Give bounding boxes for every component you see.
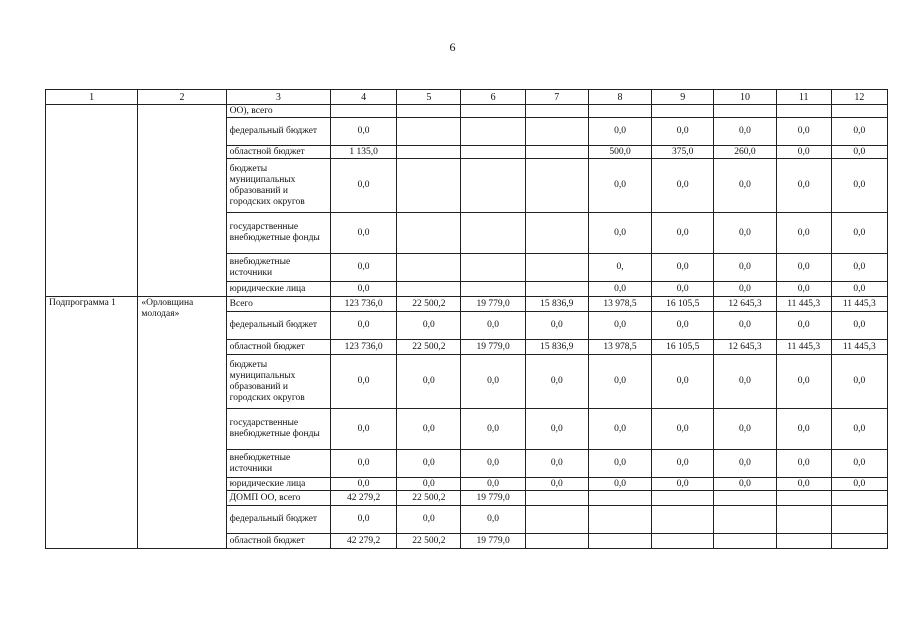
funding-source: государственные внебюджетные фонды bbox=[226, 409, 330, 450]
amount-cell bbox=[461, 159, 525, 213]
amount-cell bbox=[525, 118, 588, 146]
amount-cell: 0,0 bbox=[331, 478, 397, 491]
amount-cell: 123 736,0 bbox=[331, 340, 397, 355]
amount-cell: 0,0 bbox=[652, 478, 714, 491]
amount-cell: 0,0 bbox=[652, 409, 714, 450]
amount-cell: 0,0 bbox=[588, 159, 651, 213]
amount-cell: 0,0 bbox=[588, 450, 651, 478]
amount-cell: 0,0 bbox=[776, 450, 831, 478]
amount-cell bbox=[461, 254, 525, 282]
amount-cell: 0,0 bbox=[714, 118, 776, 146]
amount-cell: 0,0 bbox=[331, 312, 397, 340]
amount-cell: 22 500,2 bbox=[397, 340, 461, 355]
amount-cell: 0,0 bbox=[831, 254, 887, 282]
amount-cell: 0,0 bbox=[714, 312, 776, 340]
amount-cell: 11 445,3 bbox=[831, 340, 887, 355]
amount-cell: 42 279,2 bbox=[331, 491, 397, 506]
amount-cell: 22 500,2 bbox=[397, 534, 461, 549]
funding-source: внебюджетные источники bbox=[226, 254, 330, 282]
amount-cell: 0,0 bbox=[831, 282, 887, 297]
funding-source: областной бюджет bbox=[226, 340, 330, 355]
amount-cell: 12 645,3 bbox=[714, 340, 776, 355]
amount-cell: 0,0 bbox=[776, 118, 831, 146]
amount-cell: 13 978,5 bbox=[588, 340, 651, 355]
amount-cell: 19 779,0 bbox=[461, 534, 525, 549]
amount-cell bbox=[714, 534, 776, 549]
amount-cell: 22 500,2 bbox=[397, 491, 461, 506]
amount-cell: 0,0 bbox=[776, 282, 831, 297]
amount-cell: 0,0 bbox=[652, 355, 714, 409]
column-number: 2 bbox=[138, 90, 226, 105]
column-number: 4 bbox=[331, 90, 397, 105]
amount-cell bbox=[525, 146, 588, 159]
amount-cell: 0,0 bbox=[331, 355, 397, 409]
amount-cell: 0,0 bbox=[831, 450, 887, 478]
amount-cell bbox=[397, 118, 461, 146]
amount-cell: 0,0 bbox=[461, 409, 525, 450]
amount-cell: 0,0 bbox=[714, 355, 776, 409]
amount-cell: 0,0 bbox=[397, 506, 461, 534]
amount-cell: 0,0 bbox=[331, 159, 397, 213]
amount-cell: 0,0 bbox=[652, 282, 714, 297]
amount-cell: 0,0 bbox=[652, 118, 714, 146]
amount-cell bbox=[714, 491, 776, 506]
amount-cell: 0,0 bbox=[831, 312, 887, 340]
amount-cell: 11 445,3 bbox=[776, 297, 831, 312]
amount-cell: 16 105,5 bbox=[652, 340, 714, 355]
amount-cell: 0,0 bbox=[525, 312, 588, 340]
amount-cell bbox=[525, 506, 588, 534]
subprogram-name: «Орловщина молодая» bbox=[138, 297, 226, 549]
amount-cell: 0,0 bbox=[652, 159, 714, 213]
amount-cell bbox=[588, 105, 651, 118]
amount-cell: 0,0 bbox=[397, 409, 461, 450]
amount-cell: 0,0 bbox=[588, 312, 651, 340]
funding-source: бюджеты муниципальных образований и городских округов bbox=[226, 355, 330, 409]
amount-cell bbox=[588, 506, 651, 534]
amount-cell: 0,0 bbox=[776, 409, 831, 450]
amount-cell: 0,0 bbox=[331, 450, 397, 478]
amount-cell: 0,0 bbox=[588, 409, 651, 450]
amount-cell bbox=[397, 254, 461, 282]
amount-cell: 0,0 bbox=[397, 450, 461, 478]
table-row bbox=[46, 105, 888, 118]
subprogram-status: Подпрограмма 1 bbox=[46, 297, 138, 549]
amount-cell: 0,0 bbox=[652, 213, 714, 254]
funding-source: областной бюджет bbox=[226, 534, 330, 549]
amount-cell: 42 279,2 bbox=[331, 534, 397, 549]
amount-cell bbox=[461, 213, 525, 254]
amount-cell: 0,0 bbox=[525, 409, 588, 450]
program-name-cell bbox=[138, 105, 226, 297]
amount-cell: 0,0 bbox=[588, 282, 651, 297]
funding-source: федеральный бюджет bbox=[226, 312, 330, 340]
amount-cell: 0,0 bbox=[331, 282, 397, 297]
amount-cell: 13 978,5 bbox=[588, 297, 651, 312]
amount-cell: 0,0 bbox=[461, 478, 525, 491]
page-number: 6 bbox=[449, 40, 456, 54]
amount-cell bbox=[525, 105, 588, 118]
amount-cell: 0,0 bbox=[331, 118, 397, 146]
amount-cell: 0,0 bbox=[776, 213, 831, 254]
amount-cell bbox=[652, 491, 714, 506]
amount-cell: 16 105,5 bbox=[652, 297, 714, 312]
amount-cell bbox=[525, 491, 588, 506]
column-number: 10 bbox=[714, 90, 776, 105]
amount-cell: 0,0 bbox=[831, 159, 887, 213]
amount-cell bbox=[776, 105, 831, 118]
amount-cell: 0,0 bbox=[525, 478, 588, 491]
amount-cell: 0,0 bbox=[714, 213, 776, 254]
amount-cell: 0,0 bbox=[714, 409, 776, 450]
column-number-row bbox=[46, 90, 888, 105]
amount-cell bbox=[397, 282, 461, 297]
amount-cell: 19 779,0 bbox=[461, 297, 525, 312]
amount-cell: 0,0 bbox=[397, 312, 461, 340]
funding-source: ДОМП ОО, всего bbox=[226, 491, 330, 506]
amount-cell: 0,0 bbox=[831, 409, 887, 450]
amount-cell: 15 836,9 bbox=[525, 340, 588, 355]
amount-cell bbox=[652, 534, 714, 549]
amount-cell: 11 445,3 bbox=[831, 297, 887, 312]
amount-cell: 0,0 bbox=[776, 478, 831, 491]
amount-cell: 0,0 bbox=[331, 409, 397, 450]
amount-cell: 0,0 bbox=[525, 355, 588, 409]
amount-cell: 0,0 bbox=[776, 312, 831, 340]
column-number: 5 bbox=[397, 90, 461, 105]
amount-cell bbox=[397, 213, 461, 254]
amount-cell bbox=[525, 282, 588, 297]
budget-table bbox=[45, 89, 888, 549]
amount-cell: 0,0 bbox=[331, 506, 397, 534]
column-number: 9 bbox=[652, 90, 714, 105]
funding-source: юридические лица bbox=[226, 282, 330, 297]
amount-cell bbox=[397, 159, 461, 213]
amount-cell: 0,0 bbox=[331, 213, 397, 254]
amount-cell bbox=[461, 146, 525, 159]
status-cell bbox=[46, 105, 138, 297]
amount-cell: 0,0 bbox=[714, 478, 776, 491]
amount-cell: 0,0 bbox=[776, 159, 831, 213]
amount-cell: 0,0 bbox=[714, 282, 776, 297]
amount-cell bbox=[397, 146, 461, 159]
amount-cell: 0,0 bbox=[776, 254, 831, 282]
amount-cell: 0,0 bbox=[652, 312, 714, 340]
amount-cell: 0,0 bbox=[714, 450, 776, 478]
column-number: 3 bbox=[226, 90, 330, 105]
amount-cell bbox=[331, 105, 397, 118]
amount-cell: 375,0 bbox=[652, 146, 714, 159]
amount-cell bbox=[461, 282, 525, 297]
funding-source: федеральный бюджет bbox=[226, 506, 330, 534]
amount-cell: 19 779,0 bbox=[461, 340, 525, 355]
column-number: 11 bbox=[776, 90, 831, 105]
amount-cell bbox=[831, 105, 887, 118]
amount-cell bbox=[831, 506, 887, 534]
funding-source: государственные внебюджетные фонды bbox=[226, 213, 330, 254]
amount-cell: 0,0 bbox=[831, 213, 887, 254]
amount-cell bbox=[588, 534, 651, 549]
amount-cell bbox=[525, 254, 588, 282]
amount-cell: 0,0 bbox=[588, 118, 651, 146]
amount-cell bbox=[652, 105, 714, 118]
amount-cell: 0,0 bbox=[831, 118, 887, 146]
amount-cell bbox=[652, 506, 714, 534]
amount-cell: 0,0 bbox=[831, 478, 887, 491]
amount-cell: 22 500,2 bbox=[397, 297, 461, 312]
column-number: 7 bbox=[525, 90, 588, 105]
amount-cell: 0,0 bbox=[461, 450, 525, 478]
amount-cell: 0,0 bbox=[461, 355, 525, 409]
funding-source: Всего bbox=[226, 297, 330, 312]
amount-cell: 19 779,0 bbox=[461, 491, 525, 506]
amount-cell: 0,0 bbox=[461, 506, 525, 534]
amount-cell bbox=[461, 118, 525, 146]
amount-cell: 0,0 bbox=[397, 478, 461, 491]
amount-cell: 0,0 bbox=[831, 146, 887, 159]
amount-cell: 123 736,0 bbox=[331, 297, 397, 312]
amount-cell: 0,0 bbox=[588, 355, 651, 409]
funding-source: ОО), всего bbox=[226, 105, 330, 118]
amount-cell bbox=[397, 105, 461, 118]
amount-cell bbox=[525, 534, 588, 549]
funding-source: внебюджетные источники bbox=[226, 450, 330, 478]
amount-cell: 0,0 bbox=[652, 450, 714, 478]
amount-cell: 0,0 bbox=[652, 254, 714, 282]
amount-cell bbox=[776, 491, 831, 506]
amount-cell bbox=[714, 506, 776, 534]
column-number: 12 bbox=[831, 90, 887, 105]
amount-cell: 0,0 bbox=[331, 254, 397, 282]
amount-cell bbox=[831, 534, 887, 549]
funding-source: федеральный бюджет bbox=[226, 118, 330, 146]
amount-cell: 0,0 bbox=[588, 478, 651, 491]
amount-cell: 0,0 bbox=[588, 213, 651, 254]
amount-cell bbox=[525, 213, 588, 254]
amount-cell: 0,0 bbox=[397, 355, 461, 409]
amount-cell bbox=[461, 105, 525, 118]
funding-source: областной бюджет bbox=[226, 146, 330, 159]
amount-cell: 0,0 bbox=[776, 355, 831, 409]
funding-source: юридические лица bbox=[226, 478, 330, 491]
amount-cell: 12 645,3 bbox=[714, 297, 776, 312]
amount-cell: 260,0 bbox=[714, 146, 776, 159]
amount-cell: 1 135,0 bbox=[331, 146, 397, 159]
amount-cell: 0,0 bbox=[776, 146, 831, 159]
amount-cell bbox=[831, 491, 887, 506]
amount-cell: 0, bbox=[588, 254, 651, 282]
amount-cell bbox=[525, 159, 588, 213]
amount-cell: 0,0 bbox=[714, 254, 776, 282]
amount-cell: 11 445,3 bbox=[776, 340, 831, 355]
funding-source: бюджеты муниципальных образований и городских округов bbox=[226, 159, 330, 213]
amount-cell bbox=[588, 491, 651, 506]
amount-cell bbox=[776, 534, 831, 549]
amount-cell bbox=[776, 506, 831, 534]
table-body bbox=[46, 105, 888, 549]
table-row bbox=[46, 297, 888, 312]
column-number: 8 bbox=[588, 90, 651, 105]
amount-cell bbox=[714, 105, 776, 118]
amount-cell: 500,0 bbox=[588, 146, 651, 159]
amount-cell: 0,0 bbox=[461, 312, 525, 340]
amount-cell: 0,0 bbox=[831, 355, 887, 409]
column-number: 6 bbox=[461, 90, 525, 105]
amount-cell: 0,0 bbox=[525, 450, 588, 478]
amount-cell: 0,0 bbox=[714, 159, 776, 213]
amount-cell: 15 836,9 bbox=[525, 297, 588, 312]
column-number: 1 bbox=[46, 90, 138, 105]
